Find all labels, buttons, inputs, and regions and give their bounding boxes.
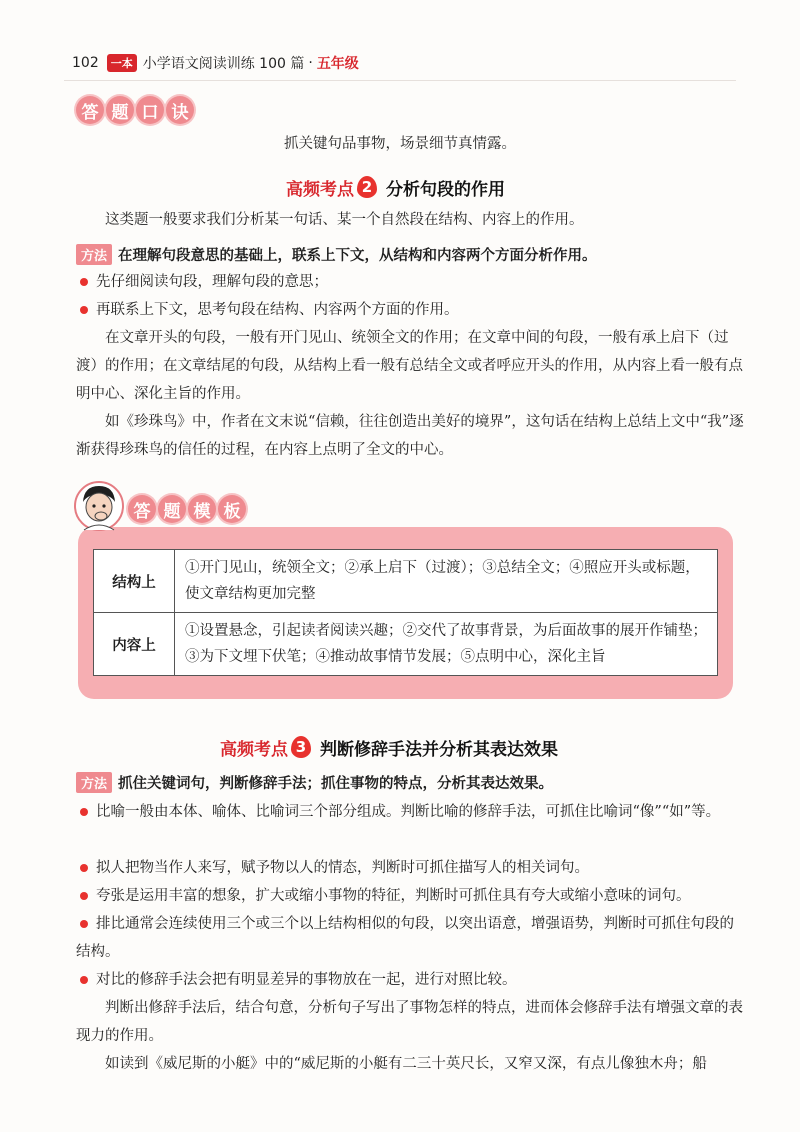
section3-method <box>76 772 553 793</box>
bullet-icon <box>80 892 88 900</box>
bullet-icon <box>80 864 88 872</box>
list-item <box>76 798 746 826</box>
section2-intro: 这类题一般要求我们分析某一句话、某一个自然段在结构、内容上的作用。 <box>105 212 584 228</box>
list-item <box>76 296 746 324</box>
page-header <box>72 52 359 74</box>
section2-heading <box>286 174 505 200</box>
list-item-text: 对比的修辞手法会把有明显差异的事物放在一起，进行对照比较。 <box>96 972 517 988</box>
template-title <box>128 495 246 523</box>
method-tag: 方法 <box>76 244 112 265</box>
list-item <box>76 882 746 910</box>
tips-title-char: 题 <box>106 96 134 124</box>
grade-label: 五年级 <box>316 56 359 72</box>
list-item-text: 先仔细阅读句段，理解句段的意思； <box>96 274 328 290</box>
method-tag: 方法 <box>76 772 112 793</box>
section2-paragraph: 在文章开头的句段，一般有开门见山、统领全文的作用；在文章中间的句段，一般有承上启下（过渡）的作用；在文章结尾的句段，从结构上看一般有总结全文或者呼应开头的作用，从内容上看一般有点明中心、深化主旨的作用。 <box>76 330 743 402</box>
template-title-char: 题 <box>158 495 186 523</box>
tips-title <box>76 96 194 124</box>
section3-hot-label: 高频考点 <box>220 739 288 760</box>
table-row <box>94 550 718 613</box>
page-number: 102 <box>72 55 99 71</box>
list-item-text: 比喻一般由本体、喻体、比喻词三个部分组成。判断比喻的修辞手法，可抓住比喻词“像”“如”等。 <box>96 804 721 820</box>
table-row <box>94 613 718 676</box>
list-item-text: 排比通常会连续使用三个或三个以上结构相似的句段，以突出语意，增强语势，判断时可抓住句段的结构。 <box>76 916 734 960</box>
section2-hot-label: 高频考点 <box>286 179 354 200</box>
boy-avatar-icon <box>74 480 124 534</box>
bullet-icon <box>80 278 88 286</box>
bullet-icon <box>80 920 88 928</box>
section3-heading <box>220 734 558 760</box>
list-item <box>76 910 746 966</box>
row-value: ①设置悬念，引起读者阅读兴趣；②交代了故事背景，为后面故事的展开作铺垫；③为下文埋下伏笔；④推动故事情节发展；⑤点明中心，深化主旨 <box>175 613 718 676</box>
list-item <box>76 966 746 994</box>
section2-method <box>76 244 597 265</box>
section2-example: 如《珍珠鸟》中，作者在文末说“信赖，往往创造出美好的境界”，这句话在结构上总结上文中“我”逐渐获得珍珠鸟的信任的过程，在内容上点明了全文的中心。 <box>76 414 744 458</box>
brand-logo: 一本 <box>107 54 137 72</box>
tips-title-char: 答 <box>76 96 104 124</box>
tips-title-char: 诀 <box>166 96 194 124</box>
bullet-icon <box>80 808 88 816</box>
section2-number: 2 <box>361 178 373 196</box>
tips-text: 抓关键句品事物，场景细节真情露。 <box>284 136 516 152</box>
flame-icon <box>290 734 312 760</box>
list-item-text: 再联系上下文，思考句段在结构、内容两个方面的作用。 <box>96 302 459 318</box>
bullet-icon <box>80 306 88 314</box>
template-title-char: 答 <box>128 495 156 523</box>
list-item <box>76 268 746 296</box>
list-item <box>76 854 746 882</box>
section2-method-text: 在理解句段意思的基础上，联系上下文，从结构和内容两个方面分析作用。 <box>118 248 597 264</box>
tips-title-char: 口 <box>136 96 164 124</box>
row-value: ①开门见山，统领全文；②承上启下（过渡）；③总结全文；④照应开头或标题，使文章结构更加完整 <box>175 550 718 613</box>
list-item-text: 夸张是运用丰富的想象，扩大或缩小事物的特征，判断时可抓住具有夸大或缩小意味的词句。 <box>96 888 691 904</box>
section3-title: 判断修辞手法并分析其表达效果 <box>320 739 558 760</box>
book-title: 小学语文阅读训练 100 篇 <box>142 56 305 72</box>
row-label: 内容上 <box>94 613 175 676</box>
template-title-char: 板 <box>218 495 246 523</box>
section3-paragraph: 判断出修辞手法后，结合句意，分析句子写出了事物怎样的特点，进而体会修辞手法有增强文章的表现力的作用。 <box>76 1000 743 1044</box>
section2-title: 分析句段的作用 <box>386 179 505 200</box>
flame-icon <box>356 174 378 200</box>
title-separator: · <box>308 55 313 71</box>
list-item-text: 拟人把物当作人来写，赋予物以人的情态，判断时可抓住描写人的相关词句。 <box>96 860 589 876</box>
template-title-char: 模 <box>188 495 216 523</box>
header-divider <box>64 80 736 81</box>
row-label: 结构上 <box>94 550 175 613</box>
section3-example: 如读到《威尼斯的小艇》中的“威尼斯的小艇有二三十英尺长，又窄又深，有点儿像独木舟；船 <box>105 1056 707 1072</box>
section3-number: 3 <box>295 738 307 756</box>
bullet-icon <box>80 976 88 984</box>
template-table <box>93 549 718 676</box>
section3-method-text: 抓住关键词句，判断修辞手法；抓住事物的特点，分析其表达效果。 <box>118 776 554 792</box>
